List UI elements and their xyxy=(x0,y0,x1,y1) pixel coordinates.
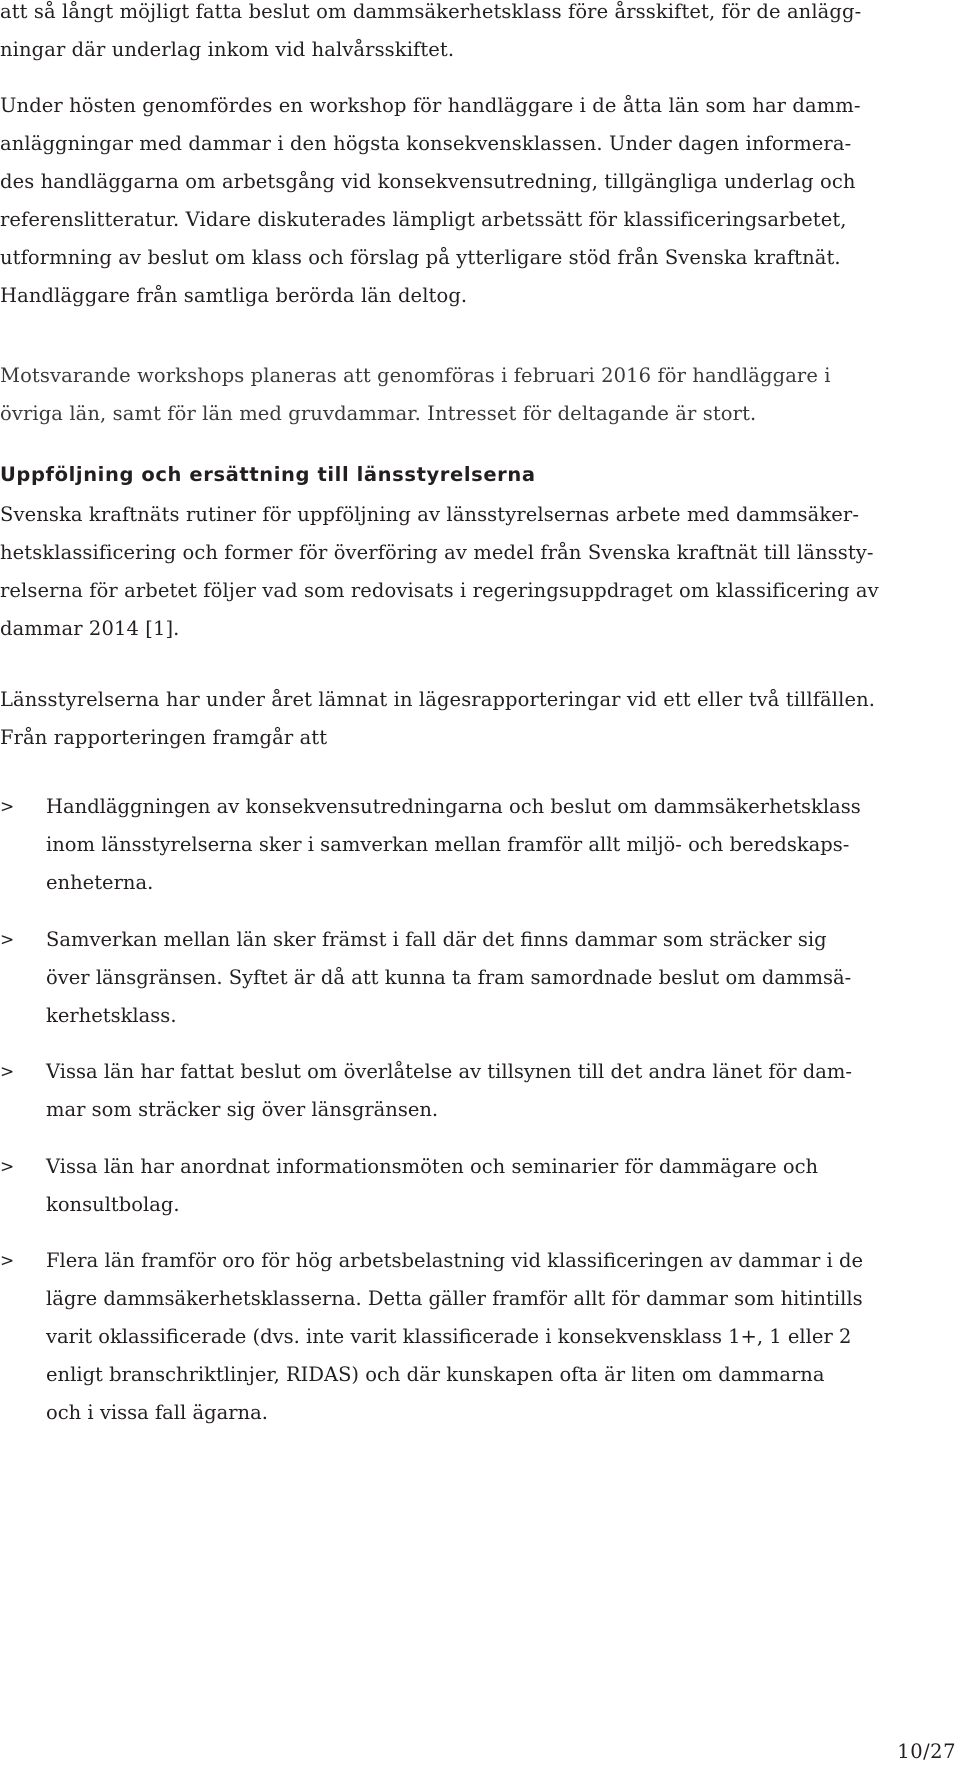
list-item-text xyxy=(46,788,946,902)
text-line: över länsgränsen. Syftet är då att kunna ta fram samordnade beslut om dammsä- xyxy=(46,966,852,989)
section-heading: Uppföljning och ersättning till länsstyrelserna xyxy=(0,463,536,486)
text-line: dammar 2014 [1]. xyxy=(0,617,180,640)
text-line: Från rapporteringen framgår att xyxy=(0,726,328,749)
paragraph-routines xyxy=(0,496,944,648)
text-line: enheterna. xyxy=(46,871,154,894)
text-line: Handläggare från samtliga berörda län deltog. xyxy=(0,284,468,307)
text-line: relserna för arbetet följer vad som redovisats i regeringsuppdraget om klassificering av xyxy=(0,579,879,602)
paragraph-workshop xyxy=(0,87,944,315)
paragraph-reports xyxy=(0,681,944,757)
text-line: övriga län, samt för län med gruvdammar. Intresset för deltagande är stort. xyxy=(0,402,757,425)
bullet-marker: > xyxy=(0,930,15,950)
text-line: Svenska kraftnäts rutiner för uppföljning av länsstyrelsernas arbete med dammsäker- xyxy=(0,503,860,526)
text-line: Vissa län har fattat beslut om överlåtelse av tillsynen till det andra länet för dam- xyxy=(46,1060,852,1083)
text-line: lägre dammsäkerhetsklasserna. Detta gäller framför allt för dammar som hitintills xyxy=(46,1287,863,1310)
text-line: referenslitteratur. Vidare diskuterades lämpligt arbetssätt för klassificeringsarbetet, xyxy=(0,208,847,231)
text-line: kerhetsklass. xyxy=(46,1004,177,1027)
text-line: Flera län framför oro för hög arbetsbelastning vid klassificeringen av dammar i de xyxy=(46,1249,864,1272)
text-line: Handläggningen av konsekvensutredningarna och beslut om dammsäkerhetsklass xyxy=(46,795,861,818)
bullet-marker: > xyxy=(0,797,15,817)
text-line: Samverkan mellan län sker främst i fall där det finns dammar som sträcker sig xyxy=(46,928,827,951)
text-line: Vissa län har anordnat informationsmöten och seminarier för dammägare och xyxy=(46,1155,819,1178)
text-line: Länsstyrelserna har under året lämnat in lägesrapporteringar vid ett eller två tillfällen. xyxy=(0,688,876,711)
bullet-marker: > xyxy=(0,1062,15,1082)
list-item-text xyxy=(46,921,946,1035)
list-item-text xyxy=(46,1148,946,1224)
text-line: konsultbolag. xyxy=(46,1193,180,1216)
page-number: 10/27 xyxy=(897,1740,956,1763)
text-line: varit oklassificerade (dvs. inte varit klassificerade i konsekvensklass 1+, 1 eller 2 xyxy=(46,1325,852,1348)
text-line: inom länsstyrelserna sker i samverkan mellan framför allt miljö- och beredskaps- xyxy=(46,833,850,856)
text-line: hetsklassificering och former för överföring av medel från Svenska kraftnät till länssty- xyxy=(0,541,874,564)
list-item-text xyxy=(46,1242,946,1432)
text-line: Under hösten genomfördes en workshop för handläggare i de åtta län som har damm- xyxy=(0,94,861,117)
text-line: Motsvarande workshops planeras att genomföras i februari 2016 för handläggare i xyxy=(0,364,831,387)
text-line: mar som sträcker sig över länsgränsen. xyxy=(46,1098,439,1121)
text-line: ningar där underlag inkom vid halvårsskiftet. xyxy=(0,38,455,61)
paragraph-intro xyxy=(0,0,944,69)
bullet-marker: > xyxy=(0,1251,15,1271)
list-item-text xyxy=(46,1053,946,1129)
text-line: och i vissa fall ägarna. xyxy=(46,1401,268,1424)
paragraph-planned-workshops xyxy=(0,357,944,433)
text-line: att så långt möjligt fatta beslut om dammsäkerhetsklass före årsskiftet, för de anlägg- xyxy=(0,0,862,23)
text-line: utformning av beslut om klass och förslag på ytterligare stöd från Svenska kraftnät. xyxy=(0,246,841,269)
text-line: anläggningar med dammar i den högsta konsekvensklassen. Under dagen informera- xyxy=(0,132,852,155)
bullet-marker: > xyxy=(0,1157,15,1177)
text-line: des handläggarna om arbetsgång vid konsekvensutredning, tillgängliga underlag och xyxy=(0,170,856,193)
text-line: enligt branschriktlinjer, RIDAS) och där kunskapen ofta är liten om dammarna xyxy=(46,1363,825,1386)
